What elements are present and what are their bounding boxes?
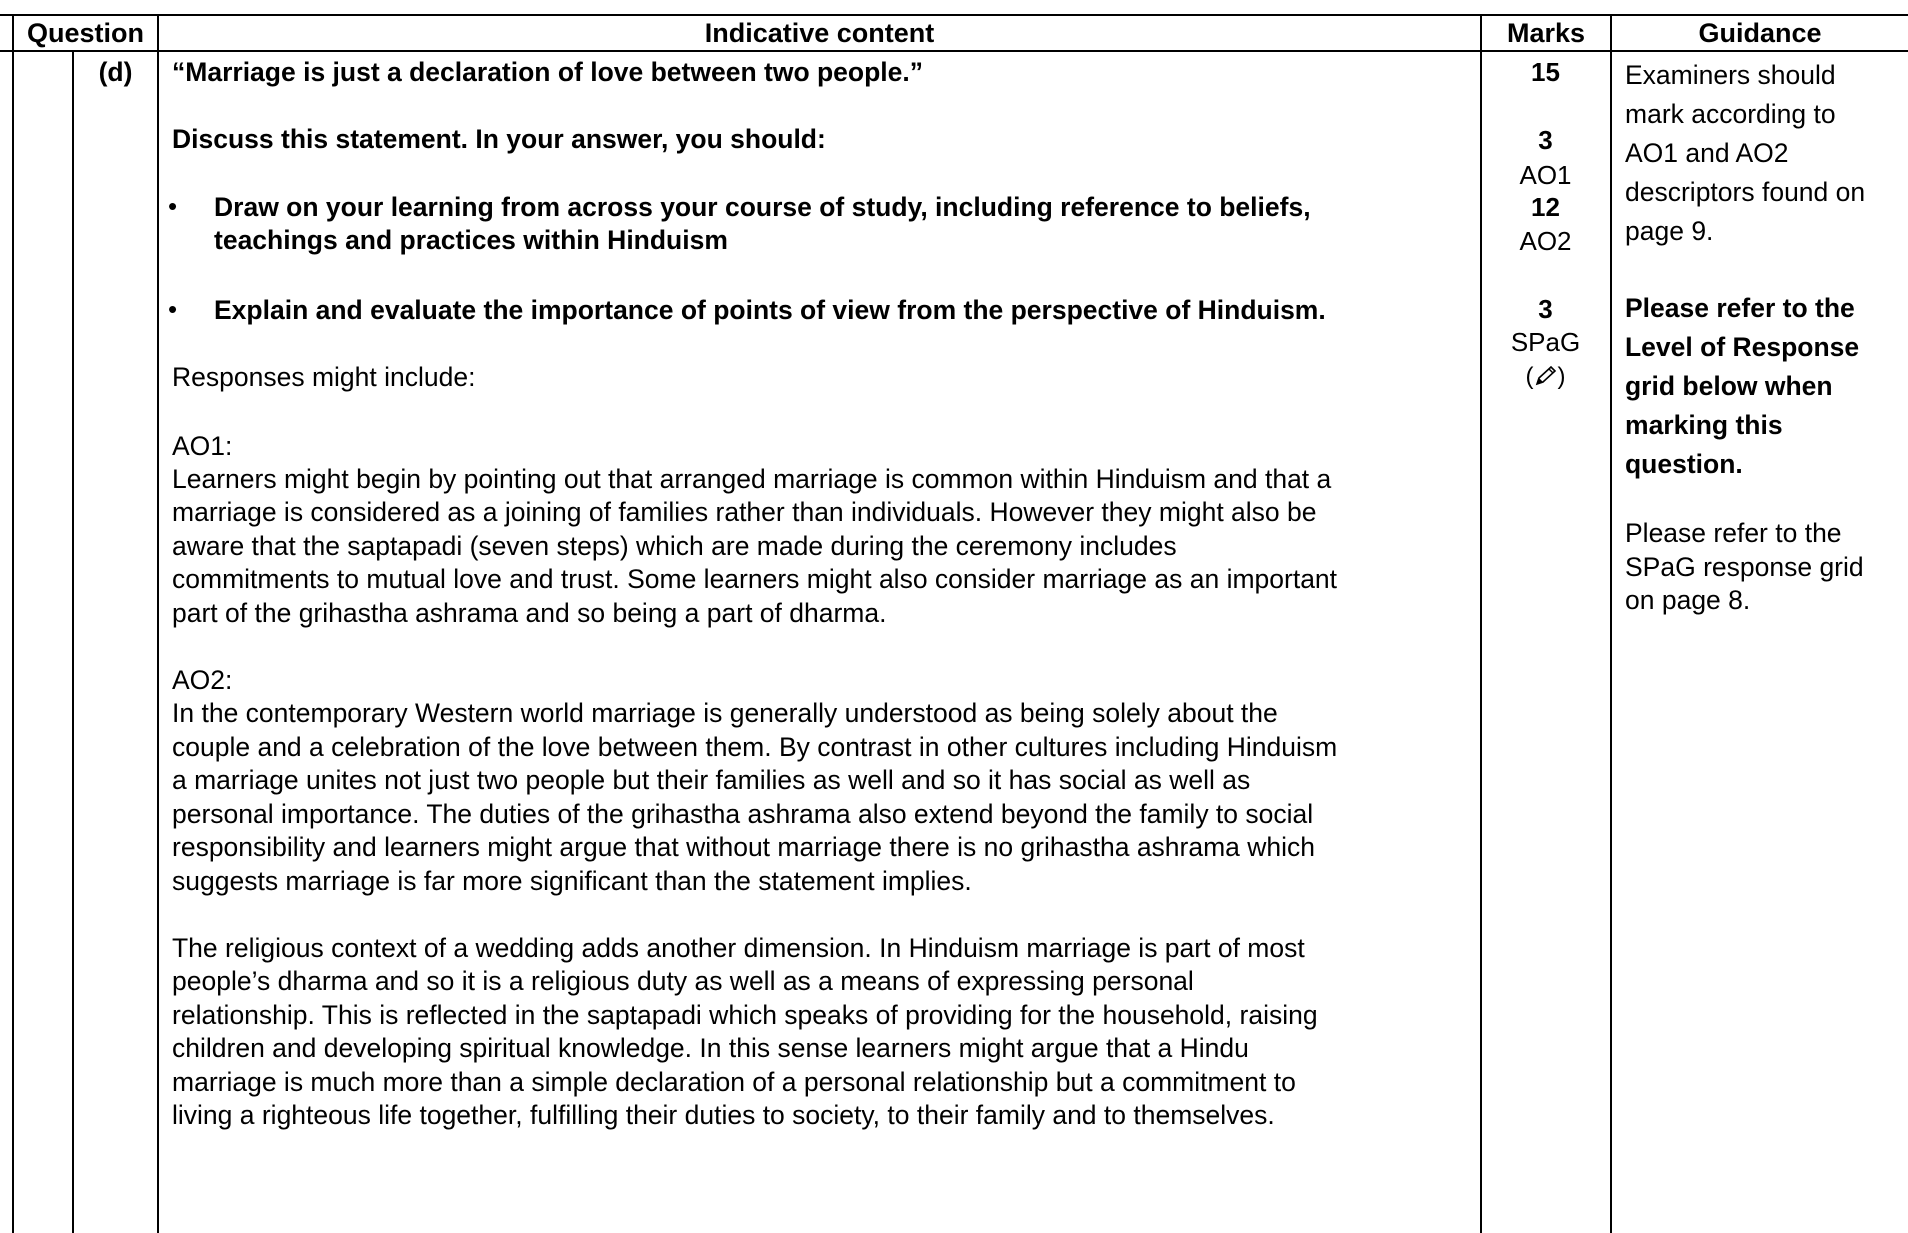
guidance-line: descriptors found on	[1625, 177, 1866, 207]
bullet-1-line-1: Draw on your learning from across your course of study, including reference to beliefs,	[214, 192, 1311, 222]
ao2-paragraph-2-line: The religious context of a wedding adds another dimension. In Hinduism marriage is part of most	[172, 933, 1305, 963]
guidance-line: Examiners should	[1625, 60, 1836, 90]
ao2-paragraph-2-line: relationship. This is reflected in the saptapadi which speaks of providing for the household, raising	[172, 1000, 1318, 1030]
header-divider	[0, 50, 1908, 52]
marks-ao1-label: AO1	[1519, 160, 1572, 190]
ao1-line: marriage is considered as a joining of families rather than individuals. However they might also be	[172, 497, 1317, 527]
guidance-line: mark according to	[1625, 99, 1836, 129]
ao1-line: commitments to mutual love and trust. Some learners might also consider marriage as an important	[172, 564, 1338, 594]
ao1-line: part of the grihastha ashrama and so being a part of dharma.	[172, 598, 887, 628]
ao2-line: a marriage unites not just two people but their families as well and so it has social as well as	[172, 765, 1251, 795]
guidance-line: on page 8.	[1625, 585, 1751, 615]
guidance-line: question.	[1625, 449, 1743, 479]
marks-total: 15	[1531, 57, 1560, 87]
guidance-line: SPaG response grid	[1625, 552, 1864, 582]
ao2-line: In the contemporary Western world marriage is generally understood as being solely about the	[172, 698, 1278, 728]
ao1-line: aware that the saptapadi (seven steps) which are made during the ceremony includes	[172, 531, 1177, 561]
marks-ao2-value: 12	[1531, 192, 1560, 222]
guidance-line: page 9.	[1625, 216, 1714, 246]
ao2-paragraph-2-line: children and developing spiritual knowledge. In this sense learners might argue that a Hindu	[172, 1033, 1249, 1063]
guidance-line: Level of Response	[1625, 332, 1860, 362]
ao2-paragraph-2-line: living a righteous life together, fulfilling their duties to society, to their family and to themselves.	[172, 1100, 1275, 1130]
ao2-line: responsibility and learners might argue that without marriage there is no grihastha ashrama which	[172, 832, 1316, 862]
ao2-line: couple and a celebration of the love between them. By contrast in other cultures including Hinduism	[172, 732, 1338, 762]
marks-ao1-value: 3	[1538, 125, 1553, 155]
ao2-line: suggests marriage is far more significant than the statement implies.	[172, 866, 972, 896]
bullet-dot: •	[168, 191, 178, 221]
guidance-line: marking this	[1625, 410, 1783, 440]
col-border-question	[157, 14, 159, 1233]
marks-spag-label: SPaG	[1510, 327, 1581, 357]
ao2-paragraph-2-line: marriage is much more than a simple declaration of a personal relationship but a commitment to	[172, 1067, 1296, 1097]
responses-intro: Responses might include:	[172, 362, 476, 392]
bullet-2: Explain and evaluate the importance of points of view from the perspective of Hinduism.	[214, 295, 1326, 325]
guidance-line: Please refer to the	[1625, 293, 1855, 323]
ao2-paragraph-2-line: people’s dharma and so it is a religious duty as well as a means of expressing personal	[172, 966, 1194, 996]
col-border-marks	[1610, 14, 1612, 1233]
marks-ao2-label: AO2	[1519, 226, 1572, 256]
bullet-dot: •	[168, 294, 178, 324]
guidance-line: Please refer to the	[1625, 518, 1842, 548]
marks-spag-value: 3	[1538, 294, 1553, 324]
header-guidance: Guidance	[1698, 18, 1822, 48]
col-border-left	[12, 14, 14, 1233]
header-marks: Marks	[1506, 18, 1586, 48]
ao1-heading: AO1:	[172, 431, 233, 461]
bullet-1-line-2: teachings and practices within Hinduism	[214, 225, 728, 255]
marks-spag-symbol: ( )	[1525, 363, 1566, 390]
col-border-subq	[72, 50, 74, 1233]
pencil-icon	[1534, 365, 1558, 387]
header-question: Question	[26, 18, 144, 48]
ao1-line: Learners might begin by pointing out that arranged marriage is common within Hinduism and that a	[172, 464, 1332, 494]
ao2-line: personal importance. The duties of the grihastha ashrama also extend beyond the family to social	[172, 799, 1314, 829]
header-indicative-content: Indicative content	[704, 18, 935, 48]
question-part-label: (d)	[98, 57, 133, 87]
guidance-line: grid below when	[1625, 371, 1833, 401]
ao2-heading: AO2:	[172, 665, 233, 695]
statement: “Marriage is just a declaration of love between two people.”	[172, 57, 924, 87]
guidance-line: AO1 and AO2	[1625, 138, 1789, 168]
instruction: Discuss this statement. In your answer, you should:	[172, 124, 826, 154]
